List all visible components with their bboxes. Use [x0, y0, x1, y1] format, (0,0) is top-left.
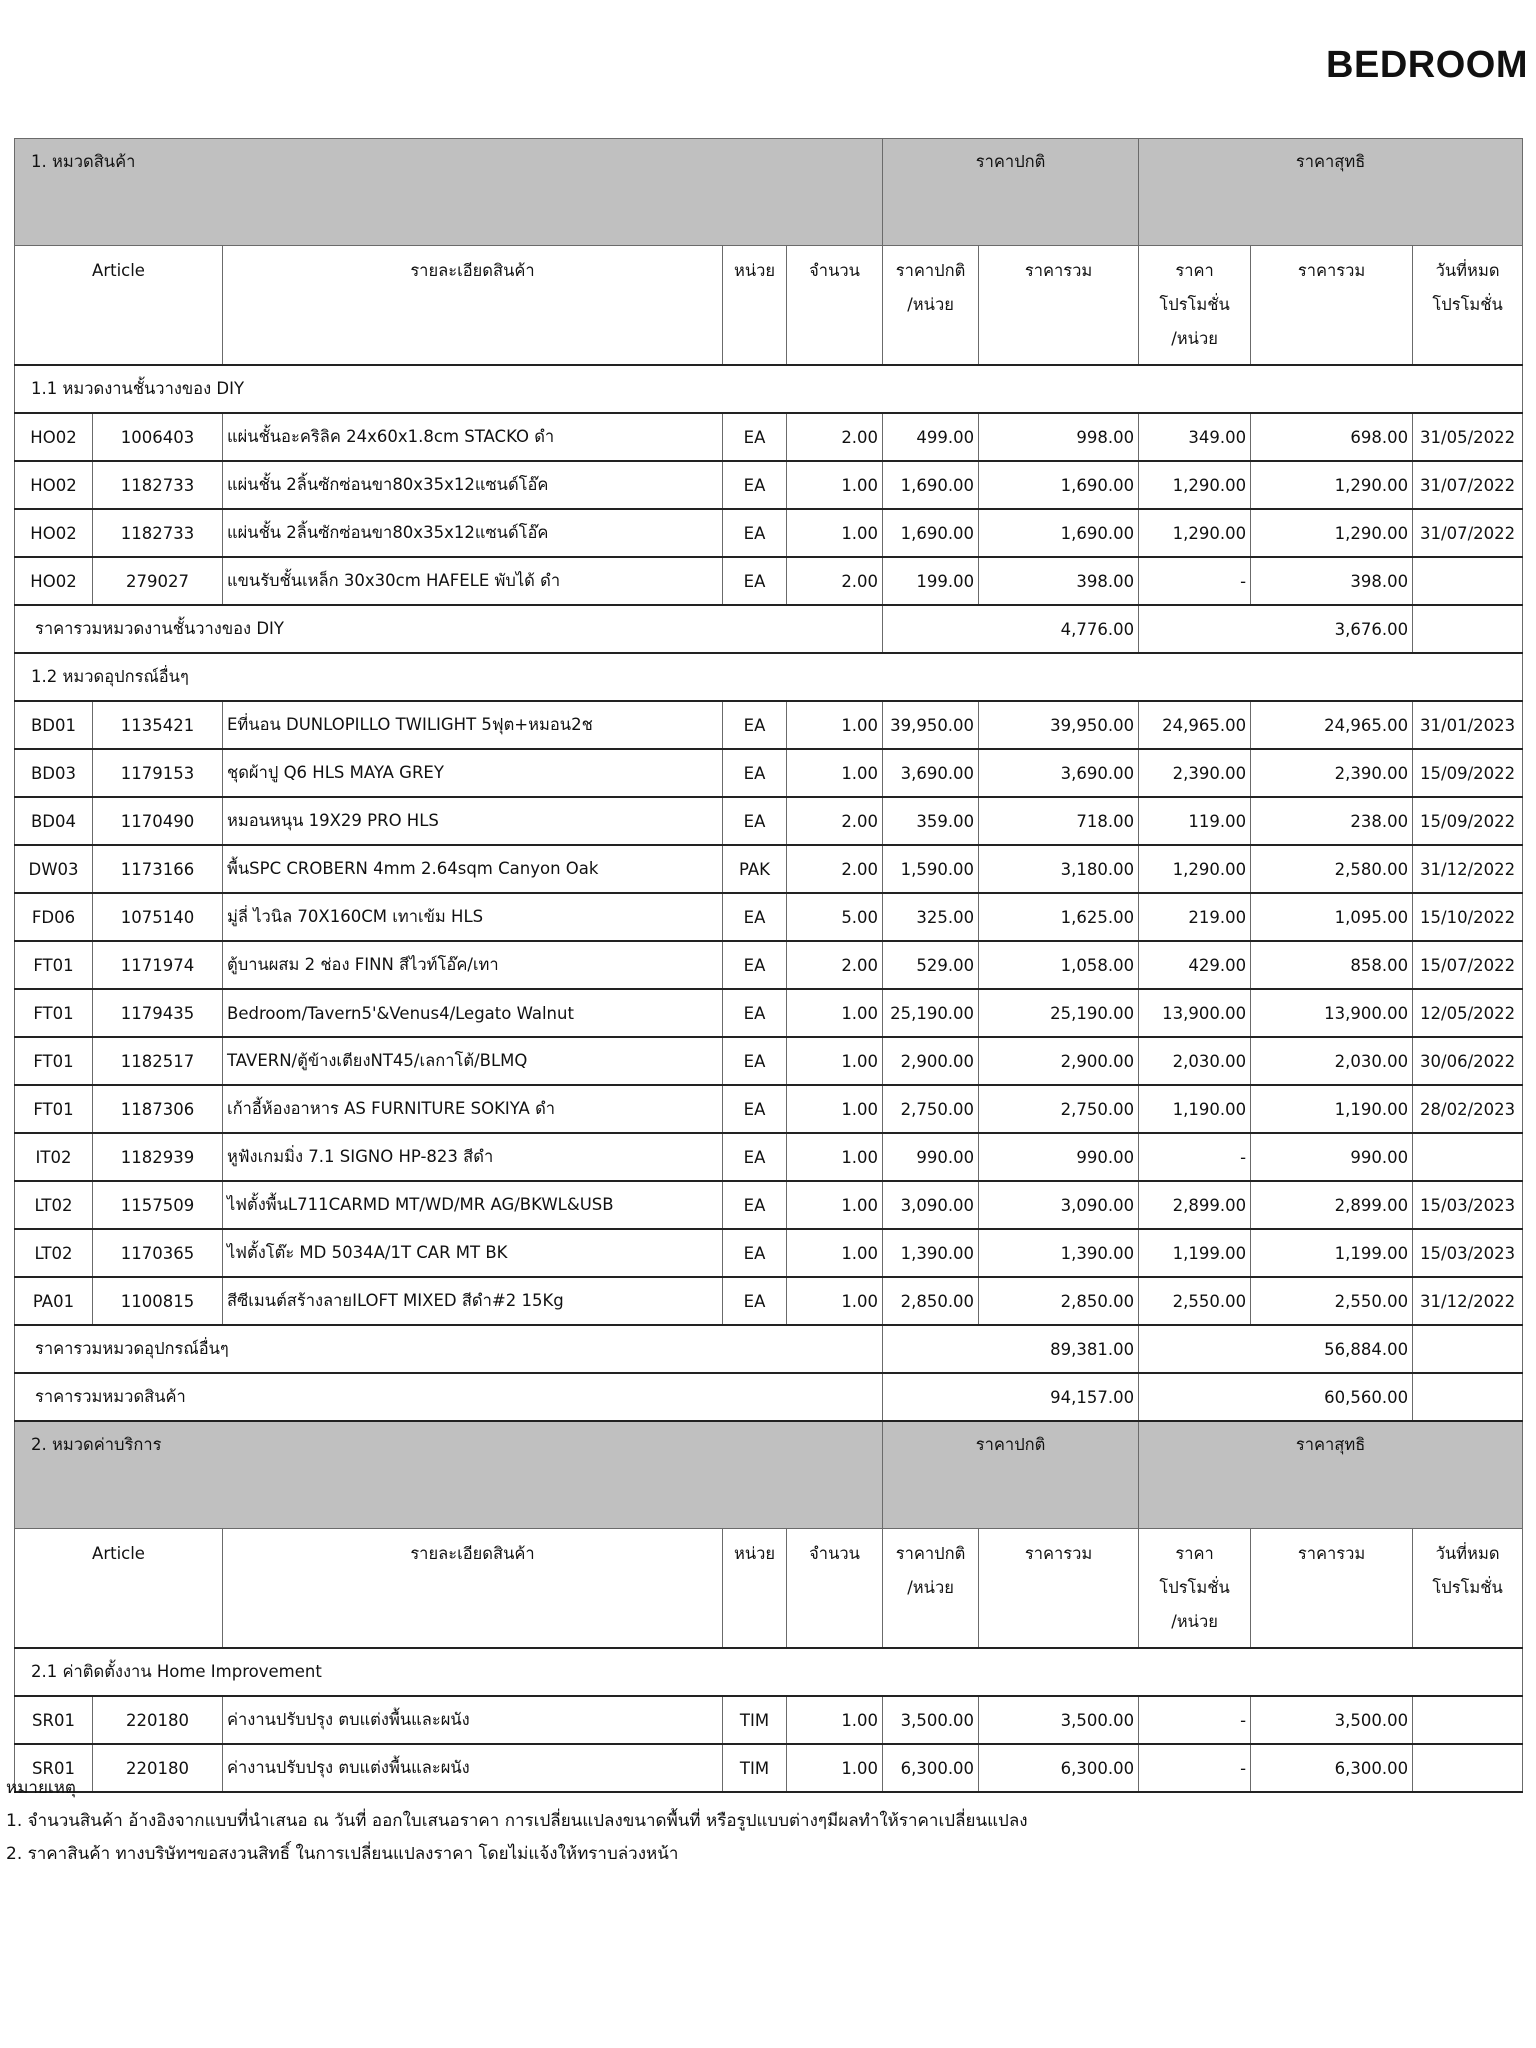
item-promo-end: [1413, 1133, 1523, 1181]
item-net-total: 398.00: [1251, 557, 1413, 605]
header-unit: หน่วย: [723, 246, 787, 366]
item-promo-end: 31/07/2022: [1413, 509, 1523, 557]
item-net-total: 1,190.00: [1251, 1085, 1413, 1133]
item-code: FD06: [15, 893, 93, 941]
item-description: ค่างานปรับปรุง ตบแต่งพื้นและผนัง: [223, 1744, 723, 1792]
item-net-total: 3,500.00: [1251, 1696, 1413, 1744]
item-promo-price: 219.00: [1139, 893, 1251, 941]
item-unit: EA: [723, 1277, 787, 1325]
item-article: 1173166: [93, 845, 223, 893]
item-promo-end: [1413, 1744, 1523, 1792]
table-row: [15, 1277, 1523, 1325]
item-unit: EA: [723, 1037, 787, 1085]
header-description: รายละเอียดสินค้า: [223, 246, 723, 366]
column-header-row: [15, 246, 1523, 366]
header-normal-unit-price: [883, 246, 979, 366]
item-unit: EA: [723, 557, 787, 605]
item-unit: EA: [723, 1181, 787, 1229]
item-promo-end: 28/02/2023: [1413, 1085, 1523, 1133]
item-promo-price: 1,290.00: [1139, 509, 1251, 557]
subtotal-row-label: ราคารวมหมวดงานชั้นวางของ DIY: [15, 605, 883, 653]
item-code: BD04: [15, 797, 93, 845]
net-price-group-label: ราคาสุทธิ: [1139, 1421, 1523, 1529]
table-row: [15, 557, 1523, 605]
item-total: 1,390.00: [979, 1229, 1139, 1277]
quotation-table: [14, 138, 1523, 1793]
item-qty: 2.00: [787, 797, 883, 845]
item-promo-end: 15/07/2022: [1413, 941, 1523, 989]
item-qty: 2.00: [787, 413, 883, 461]
table-row: [15, 701, 1523, 749]
item-promo-price: -: [1139, 1133, 1251, 1181]
item-unit: EA: [723, 461, 787, 509]
item-total: 3,090.00: [979, 1181, 1139, 1229]
table-row: [15, 1085, 1523, 1133]
item-promo-price: 13,900.00: [1139, 989, 1251, 1037]
item-qty: 1.00: [787, 1229, 883, 1277]
item-promo-price: 2,390.00: [1139, 749, 1251, 797]
header-normal-unit-price-line: ราคาปกติ: [895, 261, 966, 280]
item-description: ไฟตั้งโต๊ะ MD 5034A/1T CAR MT BK: [223, 1229, 723, 1277]
subsection-title: 1.2 หมวดอุปกรณ์อื่นๆ: [15, 653, 1523, 701]
item-article: 1182733: [93, 461, 223, 509]
item-unit-price: 199.00: [883, 557, 979, 605]
item-article: 1182517: [93, 1037, 223, 1085]
header-unit: หน่วย: [723, 1529, 787, 1649]
item-qty: 1.00: [787, 1696, 883, 1744]
item-total: 998.00: [979, 413, 1139, 461]
item-promo-end: 15/03/2023: [1413, 1181, 1523, 1229]
subsection-title: 1.1 หมวดงานชั้นวางของ DIY: [15, 365, 1523, 413]
header-normal-total: ราคารวม: [979, 1529, 1139, 1649]
table-row: [15, 893, 1523, 941]
item-article: 1179435: [93, 989, 223, 1037]
item-description: หูฟังเกมมิ่ง 7.1 SIGNO HP-823 สีดำ: [223, 1133, 723, 1181]
item-net-total: 2,899.00: [1251, 1181, 1413, 1229]
header-promo-end-line: โปรโมชั่น: [1432, 1578, 1503, 1597]
header-article: Article: [15, 246, 223, 366]
item-unit-price: 1,690.00: [883, 461, 979, 509]
header-normal-unit-price: [883, 1529, 979, 1649]
item-net-total: 1,199.00: [1251, 1229, 1413, 1277]
item-promo-price: 1,290.00: [1139, 461, 1251, 509]
section-header: [15, 139, 1523, 246]
item-qty: 5.00: [787, 893, 883, 941]
item-total: 39,950.00: [979, 701, 1139, 749]
note-line-1: 1. จำนวนสินค้า อ้างอิงจากแบบที่นำเสนอ ณ วันที่ ออกใบเสนอราคา การเปลี่ยนแปลงขนาดพื้นที่ หรือรูปแบบต่างๆมีผลทำให้ราคาเปลี่ยนแปลง: [6, 1811, 1028, 1831]
item-unit-price: 2,900.00: [883, 1037, 979, 1085]
header-net-total: ราคารวม: [1251, 246, 1413, 366]
item-unit-price: 3,690.00: [883, 749, 979, 797]
item-unit-price: 6,300.00: [883, 1744, 979, 1792]
header-promo-unit-price-line: /หน่วย: [1171, 1612, 1218, 1631]
item-unit-price: 1,390.00: [883, 1229, 979, 1277]
item-description: Bedroom/Tavern5'&Venus4/Legato Walnut: [223, 989, 723, 1037]
table-row: [15, 845, 1523, 893]
item-total: 3,180.00: [979, 845, 1139, 893]
item-unit-price: 359.00: [883, 797, 979, 845]
item-article: 1171974: [93, 941, 223, 989]
item-net-total: 1,290.00: [1251, 461, 1413, 509]
item-unit: EA: [723, 701, 787, 749]
item-article: 1179153: [93, 749, 223, 797]
grand-total-row-normal: 94,157.00: [883, 1373, 1139, 1421]
subsection-header: [15, 1648, 1523, 1696]
item-article: 1006403: [93, 413, 223, 461]
item-code: FT01: [15, 1085, 93, 1133]
item-unit: EA: [723, 893, 787, 941]
item-description: พื้นSPC CROBERN 4mm 2.64sqm Canyon Oak: [223, 845, 723, 893]
table-row: [15, 749, 1523, 797]
item-description: สีซีเมนต์สร้างลายILOFT MIXED สีดำ#2 15Kg: [223, 1277, 723, 1325]
header-promo-unit-price-line: ราคา: [1175, 1544, 1214, 1563]
item-promo-price: 349.00: [1139, 413, 1251, 461]
table-row: [15, 1181, 1523, 1229]
item-unit-price: 325.00: [883, 893, 979, 941]
item-net-total: 858.00: [1251, 941, 1413, 989]
item-code: HO02: [15, 557, 93, 605]
item-promo-end: [1413, 1696, 1523, 1744]
header-promo-unit-price-line: โปรโมชั่น: [1159, 1578, 1230, 1597]
notes-block: [6, 1772, 1028, 1871]
item-unit-price: 3,090.00: [883, 1181, 979, 1229]
table-row: [15, 941, 1523, 989]
item-promo-price: -: [1139, 1696, 1251, 1744]
header-normal-unit-price-line: /หน่วย: [907, 295, 954, 314]
item-total: 1,690.00: [979, 509, 1139, 557]
table-row: [15, 509, 1523, 557]
subtotal-row-normal: 89,381.00: [883, 1325, 1139, 1373]
item-article: 1100815: [93, 1277, 223, 1325]
header-description: รายละเอียดสินค้า: [223, 1529, 723, 1649]
item-unit: EA: [723, 1133, 787, 1181]
item-code: SR01: [15, 1696, 93, 1744]
item-unit: EA: [723, 941, 787, 989]
item-qty: 1.00: [787, 701, 883, 749]
item-article: 279027: [93, 557, 223, 605]
table-row: [15, 1696, 1523, 1744]
item-article: 220180: [93, 1696, 223, 1744]
item-qty: 2.00: [787, 941, 883, 989]
item-total: 718.00: [979, 797, 1139, 845]
item-promo-end: 12/05/2022: [1413, 989, 1523, 1037]
grand-total-row-net: 60,560.00: [1139, 1373, 1413, 1421]
item-unit-price: 3,500.00: [883, 1696, 979, 1744]
item-qty: 1.00: [787, 1037, 883, 1085]
item-unit: EA: [723, 1085, 787, 1133]
subtotal-row-normal: 4,776.00: [883, 605, 1139, 653]
item-promo-price: 1,290.00: [1139, 845, 1251, 893]
item-article: 1182939: [93, 1133, 223, 1181]
item-promo-end: [1413, 557, 1523, 605]
subtotal-row-net: 3,676.00: [1139, 605, 1413, 653]
section-title: 2. หมวดค่าบริการ: [15, 1421, 883, 1529]
item-promo-end: 15/10/2022: [1413, 893, 1523, 941]
subtotal-row: [15, 605, 1523, 653]
item-qty: 1.00: [787, 989, 883, 1037]
table-row: [15, 413, 1523, 461]
item-unit-price: 499.00: [883, 413, 979, 461]
item-code: PA01: [15, 1277, 93, 1325]
item-promo-price: 1,190.00: [1139, 1085, 1251, 1133]
grand-total-row: [15, 1373, 1523, 1421]
item-qty: 1.00: [787, 1181, 883, 1229]
item-promo-end: 31/12/2022: [1413, 845, 1523, 893]
item-qty: 1.00: [787, 461, 883, 509]
table-row: [15, 1037, 1523, 1085]
item-code: DW03: [15, 845, 93, 893]
item-description: ชุดผ้าปู Q6 HLS MAYA GREY: [223, 749, 723, 797]
subsection-header: [15, 653, 1523, 701]
item-total: 3,500.00: [979, 1696, 1139, 1744]
item-unit-price: 990.00: [883, 1133, 979, 1181]
item-code: HO02: [15, 461, 93, 509]
subsection-title: 2.1 ค่าติดตั้งงาน Home Improvement: [15, 1648, 1523, 1696]
table-row: [15, 797, 1523, 845]
header-promo-end: [1413, 1529, 1523, 1649]
item-article: 1187306: [93, 1085, 223, 1133]
item-article: 1135421: [93, 701, 223, 749]
subtotal-row: [15, 1325, 1523, 1373]
item-description: TAVERN/ตู้ข้างเตียงNT45/เลกาโต้/BLMQ: [223, 1037, 723, 1085]
item-unit-price: 529.00: [883, 941, 979, 989]
subtotal-row-blank: [1413, 1325, 1523, 1373]
item-total: 1,690.00: [979, 461, 1139, 509]
item-promo-end: 15/09/2022: [1413, 797, 1523, 845]
item-unit-price: 1,690.00: [883, 509, 979, 557]
subsection-header: [15, 365, 1523, 413]
header-normal-unit-price-line: /หน่วย: [907, 1578, 954, 1597]
item-promo-end: 30/06/2022: [1413, 1037, 1523, 1085]
item-description: ค่างานปรับปรุง ตบแต่งพื้นและผนัง: [223, 1696, 723, 1744]
item-promo-price: 119.00: [1139, 797, 1251, 845]
header-promo-unit-price: [1139, 246, 1251, 366]
item-description: ตู้บานผสม 2 ช่อง FINN สีไวท์โอ๊ค/เทา: [223, 941, 723, 989]
item-unit: EA: [723, 1229, 787, 1277]
item-net-total: 13,900.00: [1251, 989, 1413, 1037]
item-code: HO02: [15, 413, 93, 461]
item-description: เก้าอี้ห้องอาหาร AS FURNITURE SOKIYA ดำ: [223, 1085, 723, 1133]
item-qty: 1.00: [787, 1277, 883, 1325]
item-promo-price: 1,199.00: [1139, 1229, 1251, 1277]
item-qty: 1.00: [787, 749, 883, 797]
item-unit: EA: [723, 797, 787, 845]
header-promo-unit-price-line: โปรโมชั่น: [1159, 295, 1230, 314]
item-promo-end: 31/05/2022: [1413, 413, 1523, 461]
item-code: LT02: [15, 1181, 93, 1229]
item-code: FT01: [15, 989, 93, 1037]
item-total: 1,058.00: [979, 941, 1139, 989]
item-promo-price: 429.00: [1139, 941, 1251, 989]
item-unit: EA: [723, 749, 787, 797]
item-unit-price: 2,750.00: [883, 1085, 979, 1133]
item-qty: 2.00: [787, 845, 883, 893]
item-code: FT01: [15, 941, 93, 989]
section-header: [15, 1421, 1523, 1529]
item-unit: EA: [723, 989, 787, 1037]
item-unit: EA: [723, 509, 787, 557]
item-description: มู่ลี่ ไวนิล 70X160CM เทาเข้ม HLS: [223, 893, 723, 941]
item-promo-end: 31/12/2022: [1413, 1277, 1523, 1325]
item-article: 1075140: [93, 893, 223, 941]
item-promo-end: 15/03/2023: [1413, 1229, 1523, 1277]
header-promo-unit-price-line: /หน่วย: [1171, 329, 1218, 348]
item-description: หมอนหนุน 19X29 PRO HLS: [223, 797, 723, 845]
item-code: SR01: [15, 1744, 93, 1792]
item-unit: PAK: [723, 845, 787, 893]
item-promo-price: -: [1139, 1744, 1251, 1792]
item-net-total: 1,095.00: [1251, 893, 1413, 941]
item-total: 2,750.00: [979, 1085, 1139, 1133]
item-net-total: 238.00: [1251, 797, 1413, 845]
item-code: BD03: [15, 749, 93, 797]
item-qty: 1.00: [787, 1085, 883, 1133]
item-article: 1170365: [93, 1229, 223, 1277]
header-article: Article: [15, 1529, 223, 1649]
table-row: [15, 989, 1523, 1037]
item-qty: 1.00: [787, 509, 883, 557]
item-description: Eที่นอน DUNLOPILLO TWILIGHT 5ฟุต+หมอน2ช: [223, 701, 723, 749]
grand-total-row-label: ราคารวมหมวดสินค้า: [15, 1373, 883, 1421]
item-description: ไฟตั้งพื้นL711CARMD MT/WD/MR AG/BKWL&USB: [223, 1181, 723, 1229]
item-code: LT02: [15, 1229, 93, 1277]
table-row: [15, 1229, 1523, 1277]
page-title: BEDROOM: [1326, 44, 1528, 86]
item-total: 398.00: [979, 557, 1139, 605]
item-total: 3,690.00: [979, 749, 1139, 797]
header-qty: จำนวน: [787, 246, 883, 366]
item-description: แผ่นชั้น 2ลิ้นซักซ่อนขา80x35x12แซนด์โอ๊ค: [223, 461, 723, 509]
item-total: 2,900.00: [979, 1037, 1139, 1085]
item-unit: EA: [723, 413, 787, 461]
item-code: IT02: [15, 1133, 93, 1181]
item-net-total: 698.00: [1251, 413, 1413, 461]
section-title: 1. หมวดสินค้า: [15, 139, 883, 246]
header-promo-unit-price: [1139, 1529, 1251, 1649]
item-net-total: 1,290.00: [1251, 509, 1413, 557]
item-promo-price: 2,550.00: [1139, 1277, 1251, 1325]
item-total: 990.00: [979, 1133, 1139, 1181]
header-promo-end: [1413, 246, 1523, 366]
item-article: 1182733: [93, 509, 223, 557]
item-unit-price: 25,190.00: [883, 989, 979, 1037]
subtotal-row-label: ราคารวมหมวดอุปกรณ์อื่นๆ: [15, 1325, 883, 1373]
item-net-total: 2,390.00: [1251, 749, 1413, 797]
item-total: 1,625.00: [979, 893, 1139, 941]
item-code: BD01: [15, 701, 93, 749]
header-promo-end-line: วันที่หมด: [1435, 1544, 1500, 1563]
item-unit-price: 1,590.00: [883, 845, 979, 893]
normal-price-group-label: ราคาปกติ: [883, 139, 1139, 246]
item-total: 6,300.00: [979, 1744, 1139, 1792]
item-unit: TIM: [723, 1696, 787, 1744]
item-description: แผ่นชั้นอะคริลิค 24x60x1.8cm STACKO ดำ: [223, 413, 723, 461]
item-promo-price: -: [1139, 557, 1251, 605]
item-net-total: 6,300.00: [1251, 1744, 1413, 1792]
item-unit-price: 2,850.00: [883, 1277, 979, 1325]
item-promo-end: 31/07/2022: [1413, 461, 1523, 509]
header-promo-end-line: โปรโมชั่น: [1432, 295, 1503, 314]
item-total: 25,190.00: [979, 989, 1139, 1037]
item-description: แขนรับชั้นเหล็ก 30x30cm HAFELE พับได้ ดำ: [223, 557, 723, 605]
item-qty: 1.00: [787, 1744, 883, 1792]
item-article: 1170490: [93, 797, 223, 845]
header-promo-end-line: วันที่หมด: [1435, 261, 1500, 280]
subtotal-row-blank: [1413, 605, 1523, 653]
subtotal-row-net: 56,884.00: [1139, 1325, 1413, 1373]
item-net-total: 2,580.00: [1251, 845, 1413, 893]
header-normal-total: ราคารวม: [979, 246, 1139, 366]
item-qty: 1.00: [787, 1133, 883, 1181]
header-qty: จำนวน: [787, 1529, 883, 1649]
item-unit: TIM: [723, 1744, 787, 1792]
table-row: [15, 1133, 1523, 1181]
item-total: 2,850.00: [979, 1277, 1139, 1325]
notes-heading: หมายเหตุ: [6, 1778, 76, 1798]
item-code: FT01: [15, 1037, 93, 1085]
grand-total-row-blank: [1413, 1373, 1523, 1421]
item-net-total: 24,965.00: [1251, 701, 1413, 749]
net-price-group-label: ราคาสุทธิ: [1139, 139, 1523, 246]
normal-price-group-label: ราคาปกติ: [883, 1421, 1139, 1529]
note-line-2: 2. ราคาสินค้า ทางบริษัทฯขอสงวนสิทธิ์ ในการเปลี่ยนแปลงราคา โดยไม่แจ้งให้ทราบล่วงหน้า: [6, 1844, 679, 1864]
item-article: 1157509: [93, 1181, 223, 1229]
item-article: 220180: [93, 1744, 223, 1792]
quotation-body: [15, 139, 1523, 1793]
item-unit-price: 39,950.00: [883, 701, 979, 749]
header-promo-unit-price-line: ราคา: [1175, 261, 1214, 280]
item-qty: 2.00: [787, 557, 883, 605]
item-net-total: 990.00: [1251, 1133, 1413, 1181]
item-net-total: 2,550.00: [1251, 1277, 1413, 1325]
item-promo-price: 2,030.00: [1139, 1037, 1251, 1085]
item-code: HO02: [15, 509, 93, 557]
item-promo-end: 31/01/2023: [1413, 701, 1523, 749]
item-promo-price: 2,899.00: [1139, 1181, 1251, 1229]
item-promo-end: 15/09/2022: [1413, 749, 1523, 797]
item-description: แผ่นชั้น 2ลิ้นซักซ่อนขา80x35x12แซนด์โอ๊ค: [223, 509, 723, 557]
column-header-row: [15, 1529, 1523, 1649]
header-net-total: ราคารวม: [1251, 1529, 1413, 1649]
header-normal-unit-price-line: ราคาปกติ: [895, 1544, 966, 1563]
item-net-total: 2,030.00: [1251, 1037, 1413, 1085]
table-row: [15, 461, 1523, 509]
item-promo-price: 24,965.00: [1139, 701, 1251, 749]
